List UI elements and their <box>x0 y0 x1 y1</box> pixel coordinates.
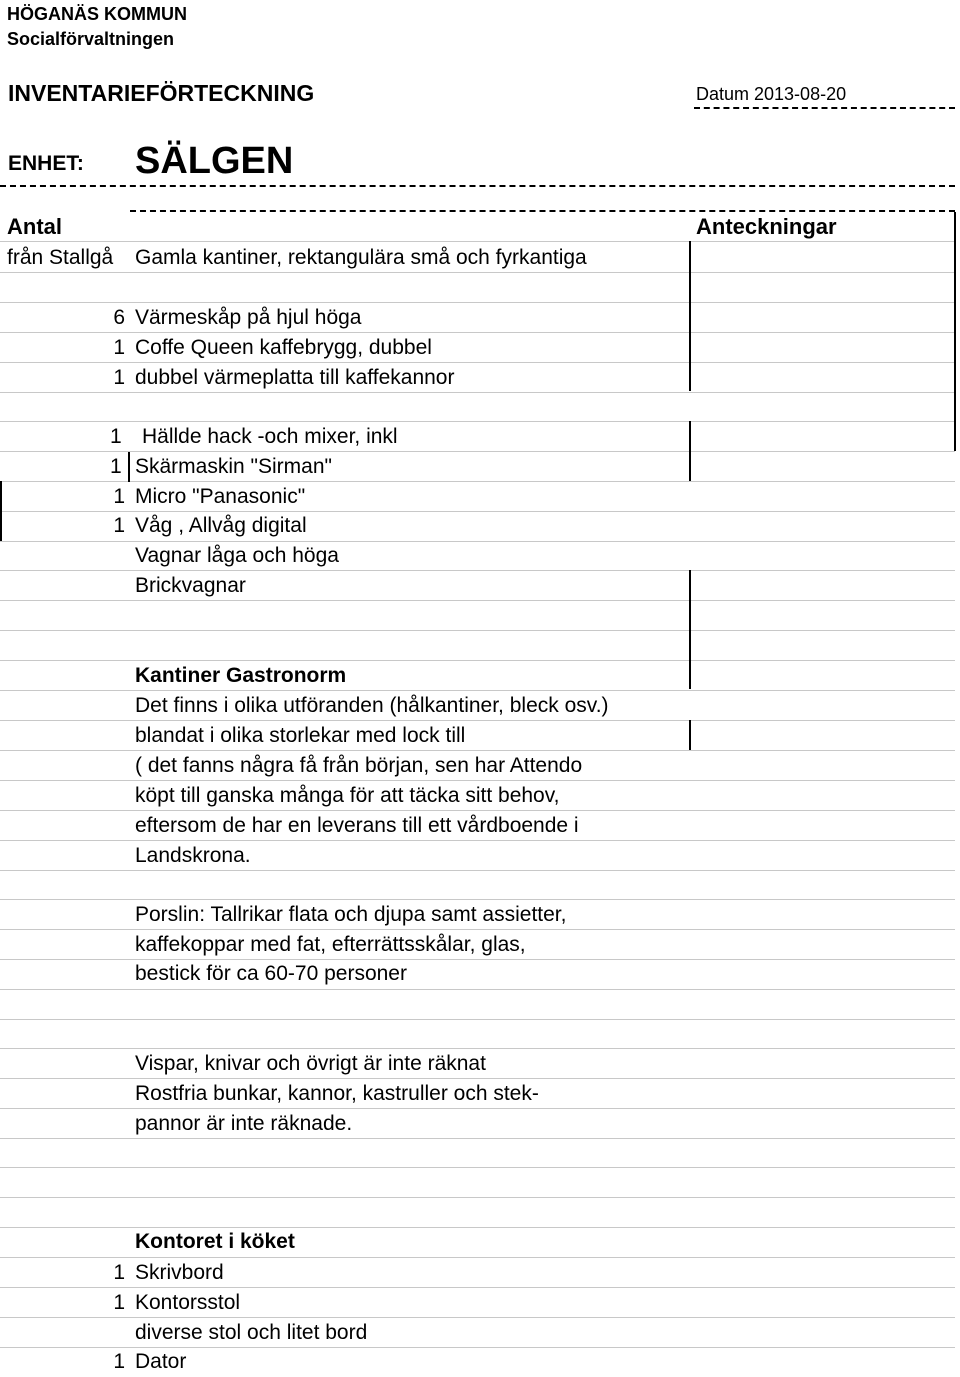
row-text: Skärmaskin "Sirman" <box>135 455 332 478</box>
row-text: pannor är inte räknade. <box>135 1112 353 1135</box>
unit-underline <box>0 185 955 187</box>
row-text: Landskrona. <box>135 844 251 867</box>
row-text: Micro "Panasonic" <box>135 485 306 508</box>
row-text: dubbel värmeplatta till kaffekannor <box>135 366 455 389</box>
row-text: blandat i olika storlekar med lock till <box>135 724 466 747</box>
column-header-anteckningar: Anteckningar <box>696 214 837 239</box>
row-antal: 1 <box>113 366 125 389</box>
date-underline <box>694 107 955 109</box>
row-text: Coffe Queen kaffebrygg, dubbel <box>135 336 432 359</box>
row-antal: 1 <box>113 1291 125 1314</box>
row-antal: 1 <box>113 485 125 508</box>
row-text: kaffekoppar med fat, efterrättsskålar, glas, <box>135 933 526 956</box>
row-text: Brickvagnar <box>135 574 246 597</box>
row-text: Porslin: Tallrikar flata och djupa samt assietter, <box>135 903 567 926</box>
row-antal: 1 <box>113 1261 125 1284</box>
document-date: Datum 2013-08-20 <box>696 84 847 104</box>
unit-name: SÄLGEN <box>135 140 294 182</box>
row-antal: 1 <box>113 514 125 537</box>
row-text: Vispar, knivar och övrigt är inte räknat <box>135 1052 486 1075</box>
row-text: bestick för ca 60-70 personer <box>135 962 407 985</box>
row-text: köpt till ganska många för att täcka sitt behov, <box>135 784 560 807</box>
organization-name: HÖGANÄS KOMMUN <box>7 4 187 24</box>
table-top-dashed <box>130 210 955 212</box>
row-antal: 1 <box>110 455 122 478</box>
department-name: Socialförvaltningen <box>7 29 175 49</box>
row-antal: 1 <box>110 425 122 448</box>
row-text: Kontoret i köket <box>135 1230 295 1253</box>
column-header-antal: Antal <box>7 214 62 239</box>
row-text: Gamla kantiner, rektangulära små och fyrkantiga <box>135 246 587 269</box>
row-text: Kontorsstol <box>135 1291 241 1314</box>
row-antal: 6 <box>113 306 125 329</box>
row-text: Hällde hack -och mixer, inkl <box>142 425 398 448</box>
row-antal: 1 <box>113 336 125 359</box>
document-title: INVENTARIEFÖRTECKNING <box>8 80 315 106</box>
row-text: Rostfria bunkar, kannor, kastruller och stek- <box>135 1082 539 1105</box>
unit-label: ENHET: <box>8 152 84 175</box>
row-text: Dator <box>135 1350 187 1373</box>
row-text: Vagnar låga och höga <box>135 544 339 567</box>
row-text: Kantiner Gastronorm <box>135 664 347 687</box>
row-text: ( det fanns några få från början, sen har Attendo <box>135 754 583 777</box>
row-antal: från Stallgå <box>7 246 114 269</box>
row-text: Värmeskåp på hjul höga <box>135 306 362 329</box>
row-text: Skrivbord <box>135 1261 224 1284</box>
row-text: eftersom de har en leverans till ett vårdboende i <box>135 814 579 837</box>
row-antal: 1 <box>113 1350 125 1373</box>
row-text: diverse stol och litet bord <box>135 1321 368 1344</box>
row-text: Våg , Allvåg digital <box>135 514 307 537</box>
row-text: Det finns i olika utföranden (hålkantiner, bleck osv.) <box>135 694 609 717</box>
